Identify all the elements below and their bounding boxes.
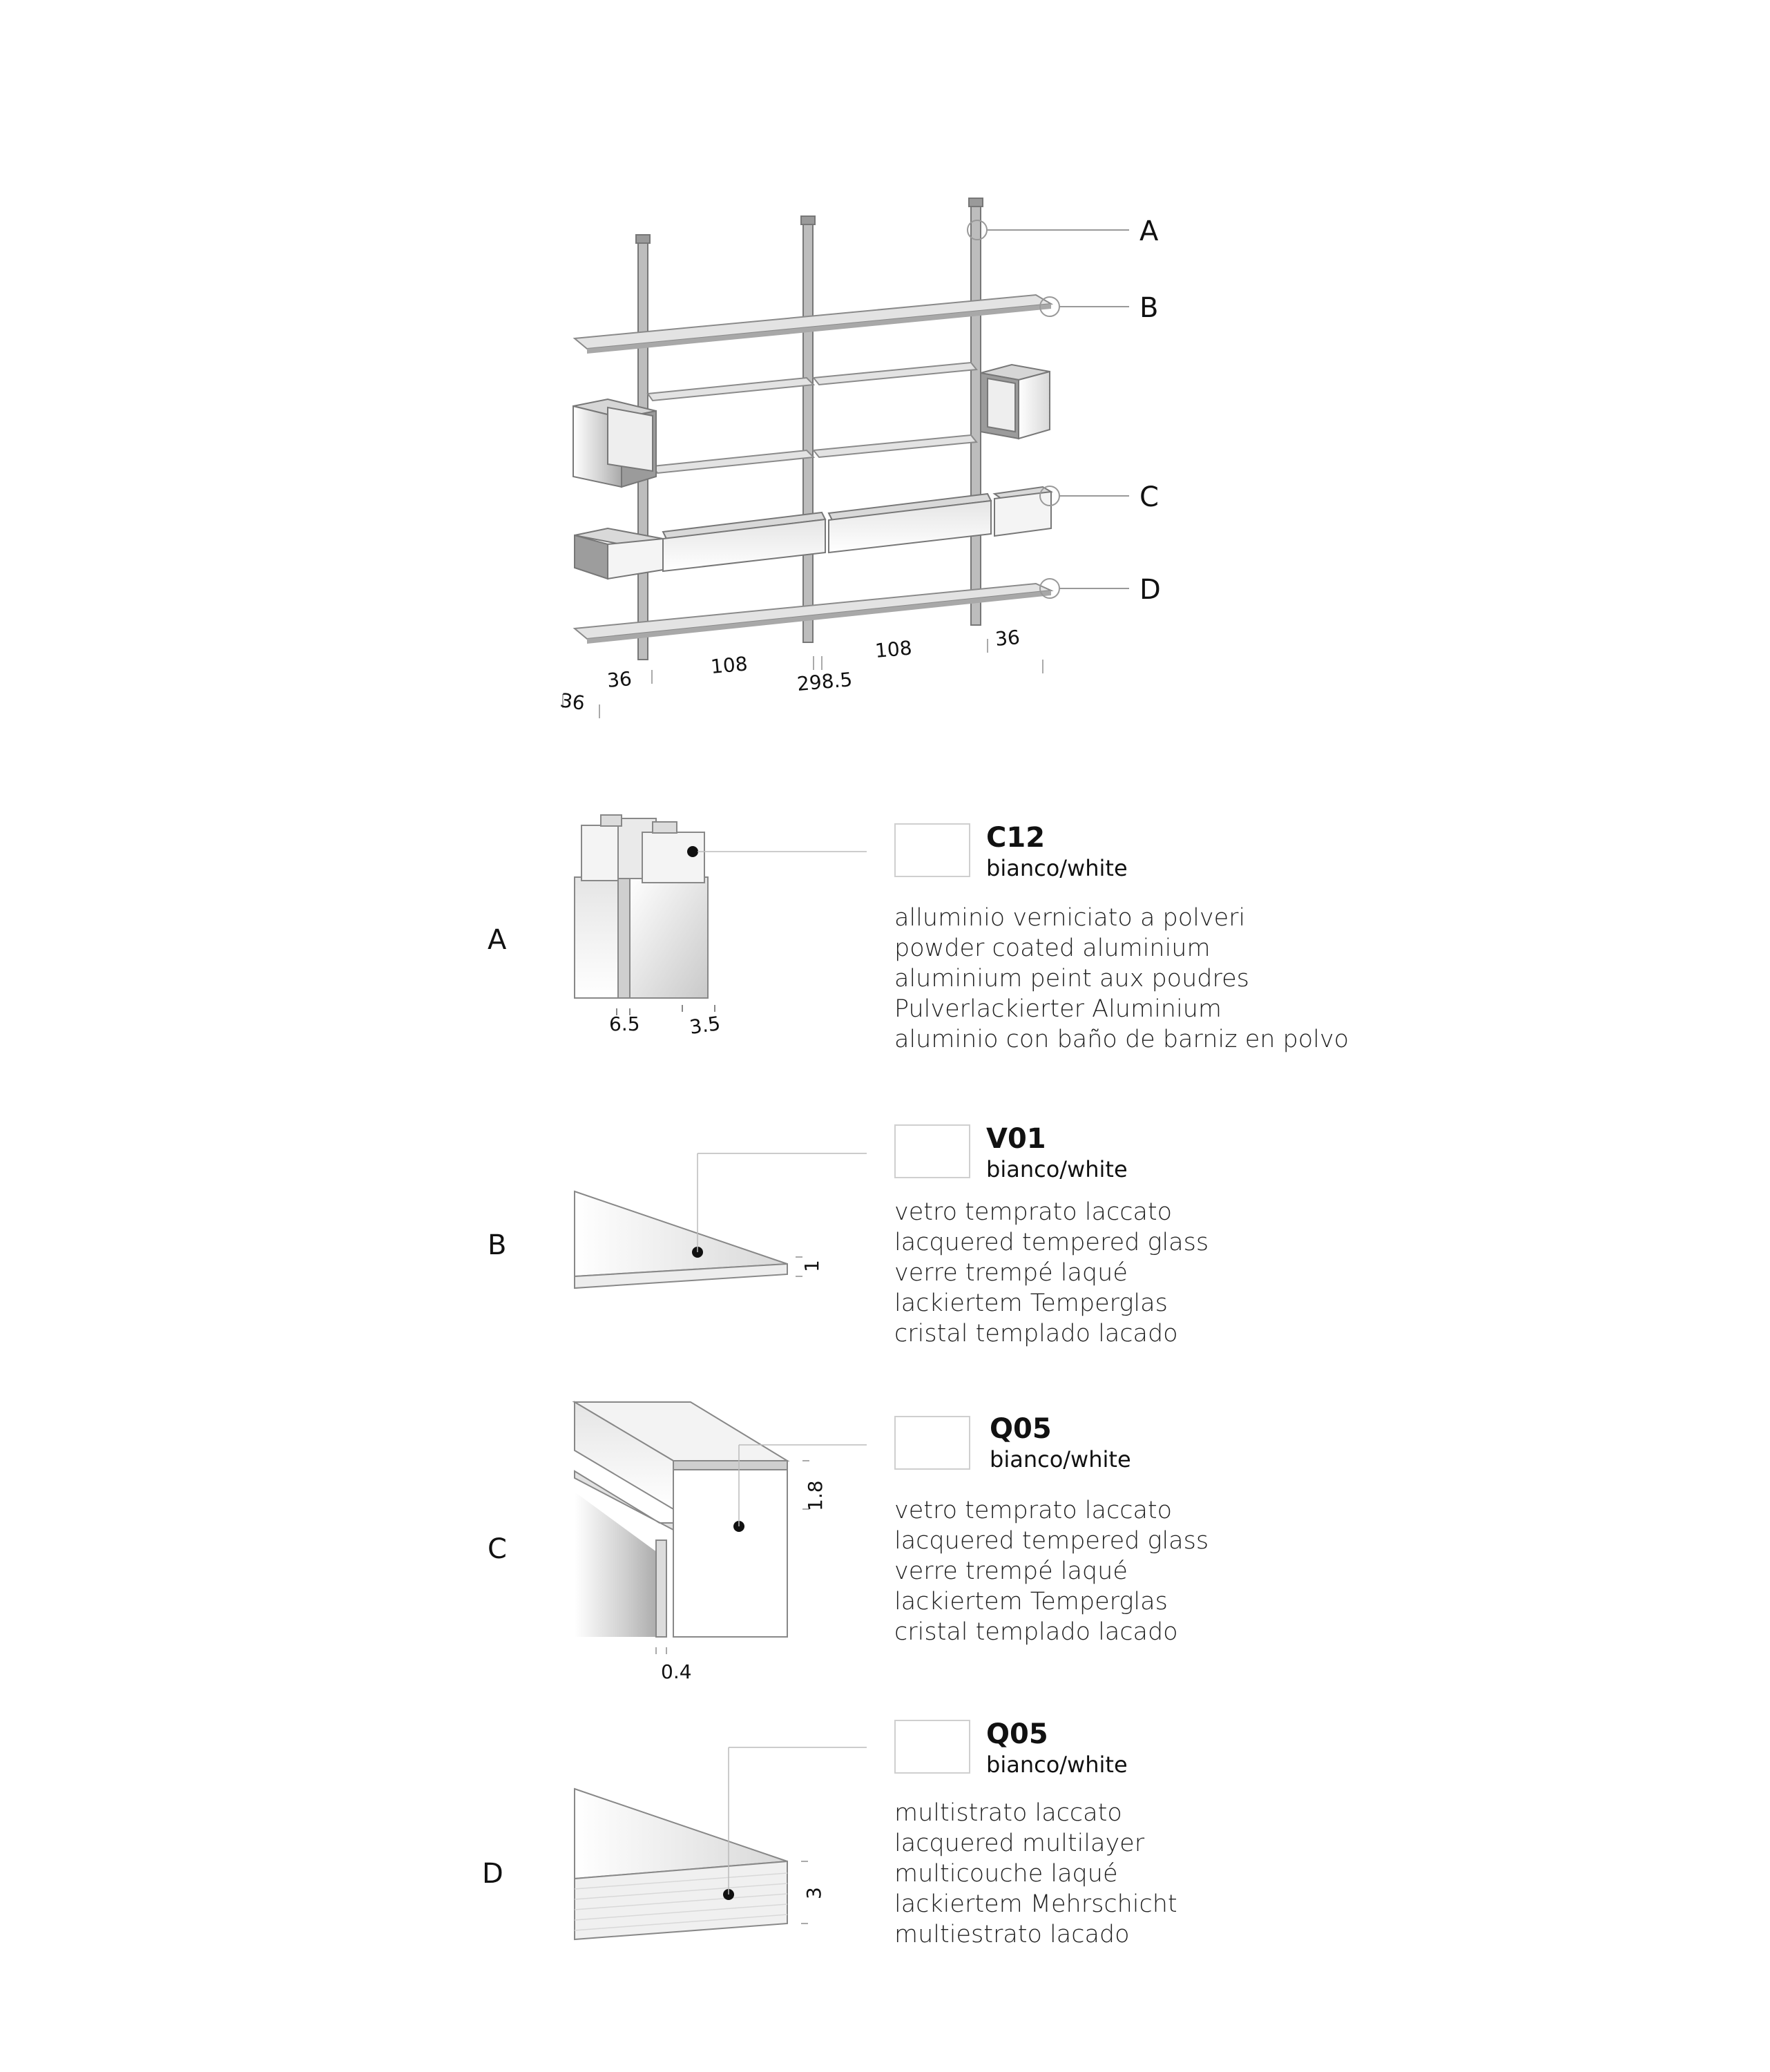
pole-middle [801, 216, 815, 642]
callout-d-marker [1040, 579, 1129, 598]
detail-d-finish: bianco/white [986, 1752, 1128, 1778]
callout-label-c: C [1139, 481, 1159, 513]
open-box-right [981, 365, 1050, 439]
detail-a-finish: bianco/white [986, 855, 1128, 881]
callout-label-a: A [1139, 215, 1159, 247]
dim-module-mid-right: 108 [874, 636, 913, 662]
detail-a-code: C12 [986, 822, 1046, 854]
detail-d-dim: 3 [802, 1887, 825, 1899]
shelf-second-left [648, 378, 814, 401]
detail-c-description: vetro temprato laccato lacquered tempered glass verre trempé laqué lackiertem Temperglas cristal templado lacado [894, 1497, 1209, 1646]
detail-a-swatch [894, 823, 970, 877]
detail-a-dim-1: 6.5 [609, 1013, 640, 1035]
dim-module-left: 36 [606, 666, 633, 692]
detail-c-letter: C [488, 1533, 507, 1565]
dim-depth: 36 [559, 689, 586, 715]
detail-d-letter: D [482, 1858, 503, 1890]
detail-c-dim-1: 1.8 [804, 1480, 827, 1511]
detail-a-dim-2: 3.5 [688, 1012, 722, 1039]
detail-a-description: alluminio verniciato a polveri powder coated aluminium aluminium peint aux poudres Pulverlackierter Aluminium aluminio con baño de barniz en polvo [894, 904, 1349, 1053]
callout-label-d: D [1139, 574, 1161, 606]
detail-a-letter: A [488, 924, 507, 956]
detail-c-finish: bianco/white [990, 1446, 1131, 1473]
open-box-left [573, 399, 656, 487]
detail-a-drawing [575, 815, 715, 1015]
callout-c-marker [1040, 486, 1129, 506]
callout-b-marker [1040, 297, 1129, 316]
detail-d-description: multistrato laccato lacquered multilayer multicouche laqué lackiertem Mehrschicht multiestrato lacado [894, 1799, 1177, 1948]
callout-a-marker [968, 220, 1129, 240]
detail-b-drawing [575, 1191, 787, 1288]
detail-b-dim: 1 [800, 1260, 823, 1272]
detail-b-letter: B [488, 1229, 507, 1261]
shelf-third-left [653, 450, 814, 473]
detail-b-swatch [894, 1124, 970, 1178]
detail-c-drawing [575, 1402, 787, 1637]
detail-c-dim-2: 0.4 [661, 1660, 692, 1683]
dim-module-right: 36 [994, 625, 1021, 651]
detail-b-description: vetro temprato laccato lacquered tempered glass verre trempé laqué lackiertem Temperglas cristal templado lacado [894, 1198, 1209, 1347]
detail-c-code: Q05 [990, 1413, 1052, 1445]
dim-module-mid-left: 108 [709, 652, 749, 678]
detail-d-swatch [894, 1720, 970, 1774]
callout-label-b: B [1139, 292, 1159, 324]
detail-d-code: Q05 [986, 1718, 1048, 1750]
detail-a-point [687, 846, 698, 857]
detail-b-finish: bianco/white [986, 1156, 1128, 1182]
dim-total: 298.5 [796, 668, 854, 696]
detail-c-swatch [894, 1416, 970, 1470]
detail-b-code: V01 [986, 1123, 1046, 1155]
